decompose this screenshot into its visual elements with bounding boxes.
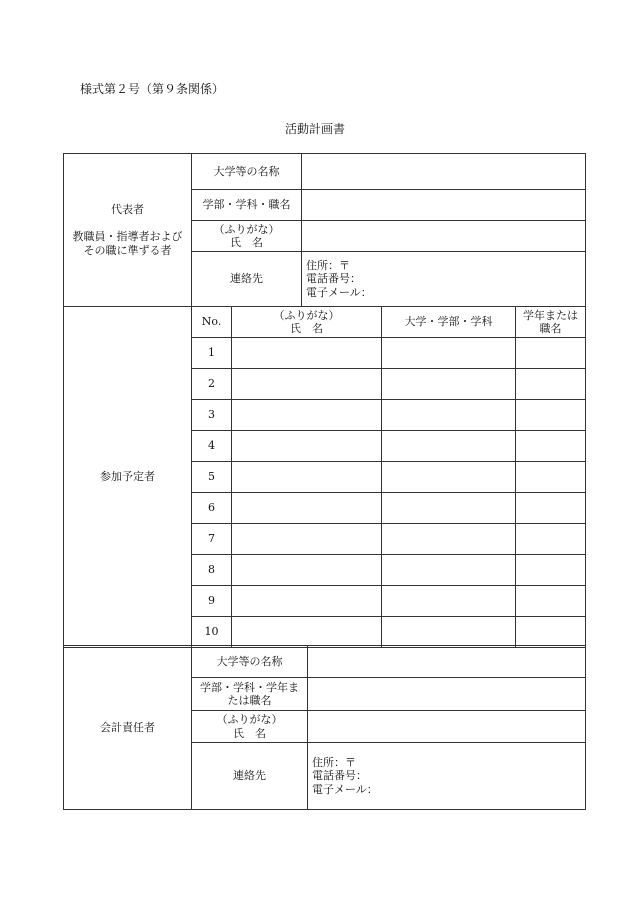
- participant-grade-cell[interactable]: [516, 431, 586, 462]
- acc-university-label: 大学等の名称: [192, 646, 308, 678]
- participant-department-cell[interactable]: [382, 617, 516, 648]
- representative-sublabel-line2: その職に準ずる者: [83, 243, 172, 257]
- row-number: 7: [192, 524, 232, 555]
- column-grade-line1: 学年または: [523, 308, 578, 322]
- row-number: 6: [192, 493, 232, 524]
- rep-furigana-label: （ふりがな）: [213, 222, 280, 236]
- rep-name-text: 氏 名: [230, 236, 263, 249]
- column-name-text: 氏 名: [290, 322, 323, 335]
- acc-email-line: 電子メール：: [312, 782, 378, 796]
- rep-name-label: [192, 221, 302, 252]
- participants-section-label: 参加予定者: [64, 307, 192, 648]
- acc-department-label: [192, 678, 308, 711]
- column-grade-line2: 職名: [539, 322, 562, 335]
- row-number: 4: [192, 431, 232, 462]
- participant-department-cell[interactable]: [382, 524, 516, 555]
- participant-grade-cell[interactable]: [516, 524, 586, 555]
- participant-grade-cell[interactable]: [516, 400, 586, 431]
- acc-furigana-label: （ふりがな）: [216, 713, 283, 727]
- participants-table: [63, 306, 586, 648]
- participant-name-cell[interactable]: [232, 431, 382, 462]
- participant-name-cell[interactable]: [232, 493, 382, 524]
- participant-name-cell[interactable]: [232, 400, 382, 431]
- acc-name-label: [192, 711, 308, 743]
- participant-grade-cell[interactable]: [516, 462, 586, 493]
- participant-grade-cell[interactable]: [516, 617, 586, 648]
- representative-table: [63, 153, 586, 307]
- participant-name-cell[interactable]: [232, 586, 382, 617]
- participant-department-cell[interactable]: [382, 462, 516, 493]
- acc-phone-line: 電話番号：: [312, 769, 367, 783]
- acc-department-line2: たは職名: [227, 694, 272, 707]
- representative-sublabel-line1: 教職員・指導者および: [72, 230, 183, 244]
- rep-address-line: 住所：〒: [306, 259, 350, 273]
- row-number: 5: [192, 462, 232, 493]
- acc-contact-label: 連絡先: [192, 743, 308, 810]
- row-number: 9: [192, 586, 232, 617]
- rep-department-field[interactable]: [302, 190, 586, 221]
- participant-grade-cell[interactable]: [516, 369, 586, 400]
- participant-grade-cell[interactable]: [516, 493, 586, 524]
- participant-department-cell[interactable]: [382, 493, 516, 524]
- rep-email-line: 電子メール：: [306, 285, 372, 299]
- acc-department-field[interactable]: [308, 678, 586, 711]
- participant-name-cell[interactable]: [232, 555, 382, 586]
- participant-department-cell[interactable]: [382, 431, 516, 462]
- participant-name-cell[interactable]: [232, 524, 382, 555]
- participant-grade-cell[interactable]: [516, 555, 586, 586]
- representative-section-label: [64, 154, 192, 307]
- accountant-table: [63, 645, 586, 810]
- row-number: 8: [192, 555, 232, 586]
- row-number: 10: [192, 617, 232, 648]
- acc-address-line: 住所：〒: [312, 756, 356, 770]
- acc-name-field[interactable]: [308, 711, 586, 743]
- column-department: 大学・学部・学科: [382, 307, 516, 338]
- rep-name-field[interactable]: [302, 221, 586, 252]
- acc-department-line1: 学部・学科・学年ま: [200, 680, 299, 694]
- row-number: 1: [192, 338, 232, 369]
- form-number: 様式第２号（第９条関係）: [80, 82, 225, 96]
- accountant-section-label: 会計責任者: [64, 646, 192, 810]
- acc-university-field[interactable]: [308, 646, 586, 678]
- column-furigana: （ふりがな）: [273, 308, 340, 322]
- participant-department-cell[interactable]: [382, 586, 516, 617]
- participant-grade-cell[interactable]: [516, 586, 586, 617]
- rep-department-label: 学部・学科・職名: [192, 190, 302, 221]
- rep-contact-field[interactable]: [302, 252, 586, 307]
- rep-university-field[interactable]: [302, 154, 586, 190]
- column-name: [232, 307, 382, 338]
- document-title: 活動計画書: [284, 122, 345, 136]
- participant-name-cell[interactable]: [232, 338, 382, 369]
- row-number: 2: [192, 369, 232, 400]
- representative-label: 代表者: [111, 203, 144, 217]
- rep-contact-label: 連絡先: [192, 252, 302, 307]
- participant-department-cell[interactable]: [382, 338, 516, 369]
- participant-name-cell[interactable]: [232, 617, 382, 648]
- column-no: No.: [192, 307, 232, 338]
- acc-name-text: 氏 名: [233, 726, 266, 740]
- participant-grade-cell[interactable]: [516, 338, 586, 369]
- participant-name-cell[interactable]: [232, 369, 382, 400]
- participant-name-cell[interactable]: [232, 462, 382, 493]
- rep-phone-line: 電話番号：: [306, 272, 361, 286]
- acc-contact-field[interactable]: [308, 743, 586, 810]
- participant-department-cell[interactable]: [382, 555, 516, 586]
- participant-department-cell[interactable]: [382, 400, 516, 431]
- participant-department-cell[interactable]: [382, 369, 516, 400]
- column-grade: [516, 307, 586, 338]
- rep-university-label: 大学等の名称: [192, 154, 302, 190]
- row-number: 3: [192, 400, 232, 431]
